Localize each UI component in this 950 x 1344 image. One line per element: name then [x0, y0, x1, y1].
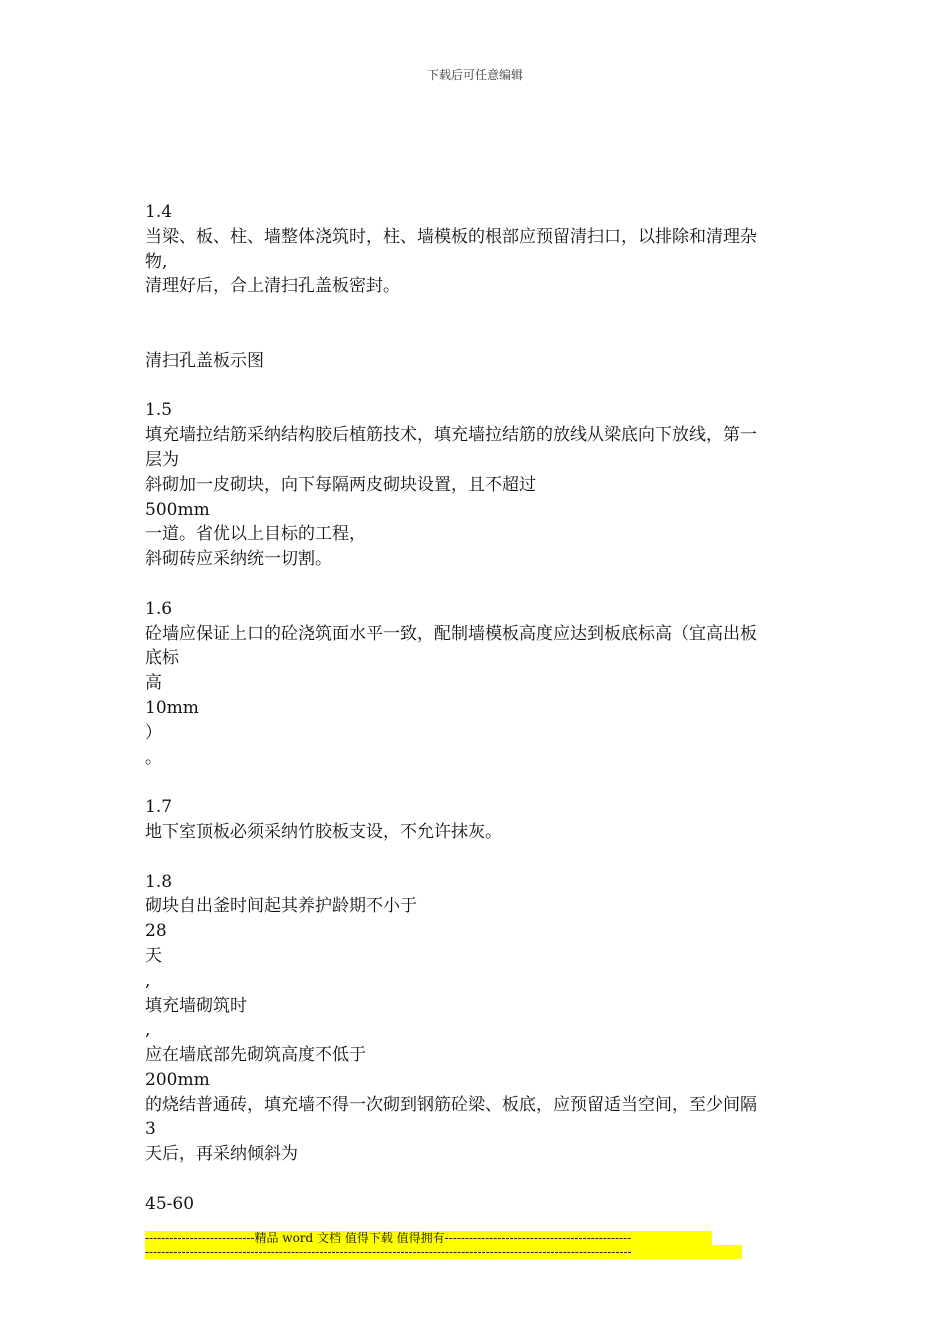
- paragraph-line: 填充墙砌筑时: [145, 995, 247, 1016]
- paragraph-line: 天后，再采纳倾斜为: [145, 1144, 298, 1165]
- section-1-6: [145, 597, 815, 771]
- paragraph-line: 底标: [145, 648, 179, 669]
- section-1-7: [145, 795, 815, 845]
- paragraph-line: 斜砌加一皮砌块，向下每隔两皮砌块设置，且不超过: [145, 474, 536, 495]
- paragraph-line: 的烧结普通砖，填充墙不得一次砌到钢筋砼梁、板底，应预留适当空间，至少间隔: [145, 1094, 757, 1115]
- paragraph-line: 高: [145, 673, 162, 694]
- paragraph-line: 斜砌砖应采纳统一切割。: [145, 549, 332, 570]
- footer-dash-line: ------------------------------------------------------------------------------------------------------------------------: [145, 1245, 742, 1259]
- paragraph-line: ,: [145, 970, 151, 991]
- section-number: 1.8: [145, 871, 173, 892]
- section-1-5: [145, 398, 815, 572]
- paragraph-line: 填充墙拉结筋采纳结构胶后植筋技术，填充墙拉结筋的放线从梁底向下放线，第一: [145, 425, 757, 446]
- paragraph-line: 。: [145, 747, 162, 768]
- footer-banner-line: ---------------------------精品 word 文档 值得下载 值得拥有----------------------------------------------: [145, 1231, 712, 1245]
- paragraph-line: 物,: [145, 251, 168, 272]
- paragraph-line: 当梁、板、柱、墙整体浇筑时，柱、墙模板的根部应预留清扫口，以排除和清理杂: [145, 226, 757, 247]
- section-number: 1.4: [145, 202, 173, 222]
- section-1-4: [145, 200, 815, 299]
- paragraph-line: 200mm: [145, 1069, 210, 1090]
- paragraph-line: ,: [145, 1020, 151, 1041]
- paragraph-line: 天: [145, 945, 162, 966]
- section-number: 1.6: [145, 598, 173, 619]
- section-number: 1.7: [145, 797, 173, 818]
- section-number: 45-60: [145, 1193, 195, 1214]
- paragraph-line: 28: [145, 921, 167, 942]
- page-header: 下载后可任意编辑: [426, 68, 523, 82]
- paragraph-line: 应在墙底部先砌筑高度不低于: [145, 1045, 366, 1066]
- paragraph-line: ）: [145, 722, 162, 743]
- paragraph-line: 砌块自出釜时间起其养护龄期不小于: [145, 896, 417, 917]
- section-number: 1.5: [145, 400, 173, 421]
- paragraph-line: 10mm: [145, 697, 199, 718]
- paragraph-line: 砼墙应保证上口的砼浇筑面水平一致，配制墙模板高度应达到板底标高（宜高出板: [145, 623, 757, 644]
- paragraph-line: 一道。省优以上目标的工程，: [145, 524, 366, 545]
- figure-caption: 清扫孔盖板示图: [145, 350, 264, 371]
- document-body: [145, 200, 815, 1217]
- paragraph-line: 地下室顶板必须采纳竹胶板支设，不允许抹灰。: [145, 821, 502, 842]
- page-footer: [145, 1231, 742, 1259]
- paragraph-line: 3: [145, 1119, 156, 1140]
- paragraph-line: 500mm: [145, 499, 210, 520]
- section-1-8: [145, 870, 815, 1168]
- paragraph-line: 清理好后，合上清扫孔盖板密封。: [145, 276, 400, 297]
- paragraph-line: 层为: [145, 449, 179, 470]
